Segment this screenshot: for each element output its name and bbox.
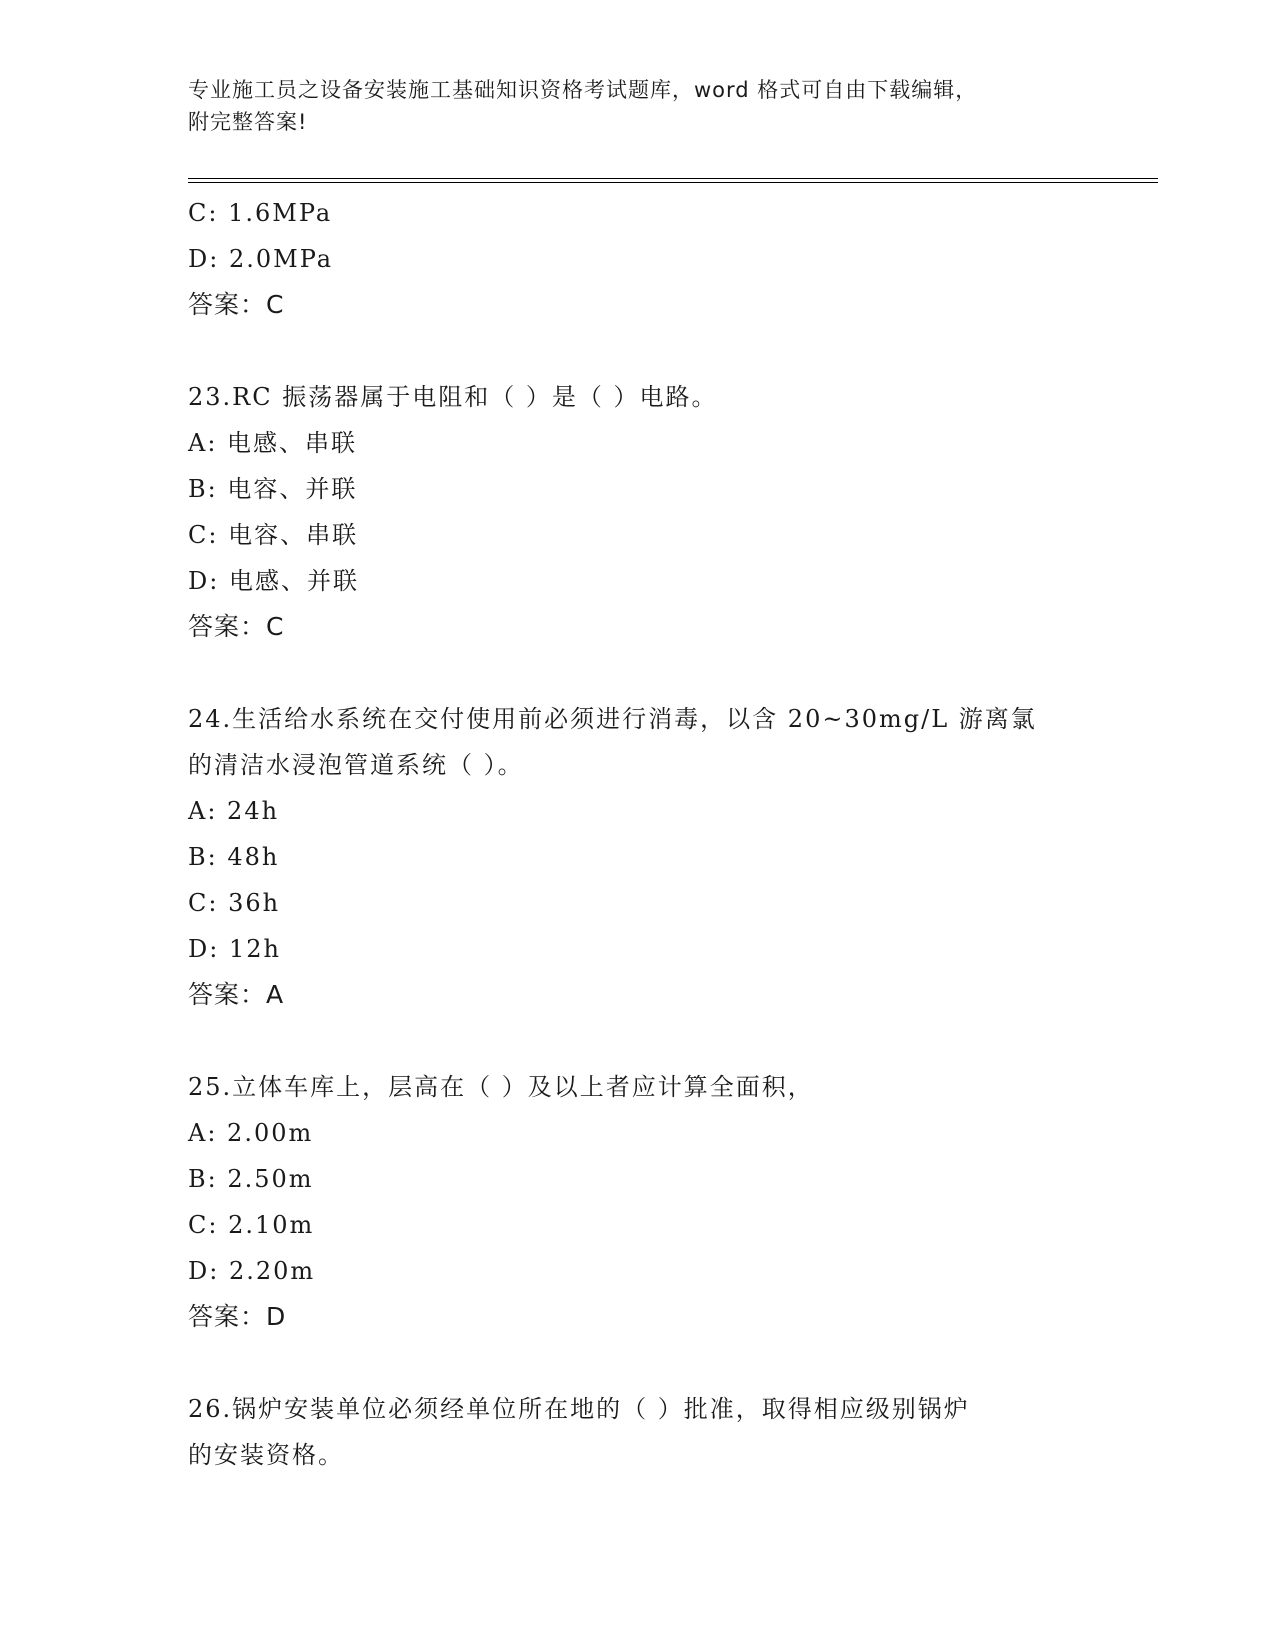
option-d: D: 12h: [188, 935, 281, 963]
question-list: [188, 190, 1088, 1478]
header-line-2: 附完整答案!: [188, 110, 308, 134]
question-stem: 23.RC 振荡器属于电阻和（ ）是（ ）电路。: [188, 383, 718, 411]
option-b: B: 电容、并联: [188, 475, 358, 503]
option-c: C: 36h: [188, 889, 281, 917]
header-line-1: 专业施工员之设备安装施工基础知识资格考试题库，word 格式可自由下载编辑，: [188, 78, 978, 102]
answer-label: 答案：C: [188, 612, 285, 641]
option-a: A: 2.00m: [188, 1119, 314, 1147]
option-a: A: 24h: [188, 797, 280, 825]
option-d: D: 2.0MPa: [188, 245, 334, 273]
option-d: D: 2.20m: [188, 1257, 316, 1285]
option-b: B: 2.50m: [188, 1165, 314, 1193]
option-a: A: 电感、串联: [188, 429, 358, 457]
answer-label: 答案：A: [188, 980, 285, 1009]
question-25: [188, 1064, 1088, 1340]
answer-label: 答案：D: [188, 1302, 287, 1331]
option-c: C: 2.10m: [188, 1211, 315, 1239]
question-stem-line-2: 的清洁水浸泡管道系统（ ）。: [188, 751, 524, 779]
question-23: [188, 374, 1088, 650]
question-24: [188, 696, 1088, 1018]
question-stem-line-1: 24.生活给水系统在交付使用前必须进行消毒，以含 20~30mg/L 游离氯: [188, 705, 1037, 733]
option-b: B: 48h: [188, 843, 280, 871]
question-26: [188, 1386, 1088, 1478]
question-stem-line-1: 26.锅炉安装单位必须经单位所在地的（ ）批准，取得相应级别锅炉: [188, 1395, 970, 1423]
option-d: D: 电感、并联: [188, 567, 359, 595]
answer-label: 答案：C: [188, 290, 285, 319]
question-stem: 25.立体车库上，层高在（ ）及以上者应计算全面积，: [188, 1073, 814, 1101]
document-header: [188, 74, 1068, 138]
option-c: C: 电容、串联: [188, 521, 359, 549]
question-stem-line-2: 的安装资格。: [188, 1441, 344, 1469]
question-22-continued: [188, 190, 1088, 328]
option-c: C: 1.6MPa: [188, 199, 333, 227]
header-divider-bottom: [188, 182, 1158, 183]
header-divider-top: [188, 178, 1158, 179]
